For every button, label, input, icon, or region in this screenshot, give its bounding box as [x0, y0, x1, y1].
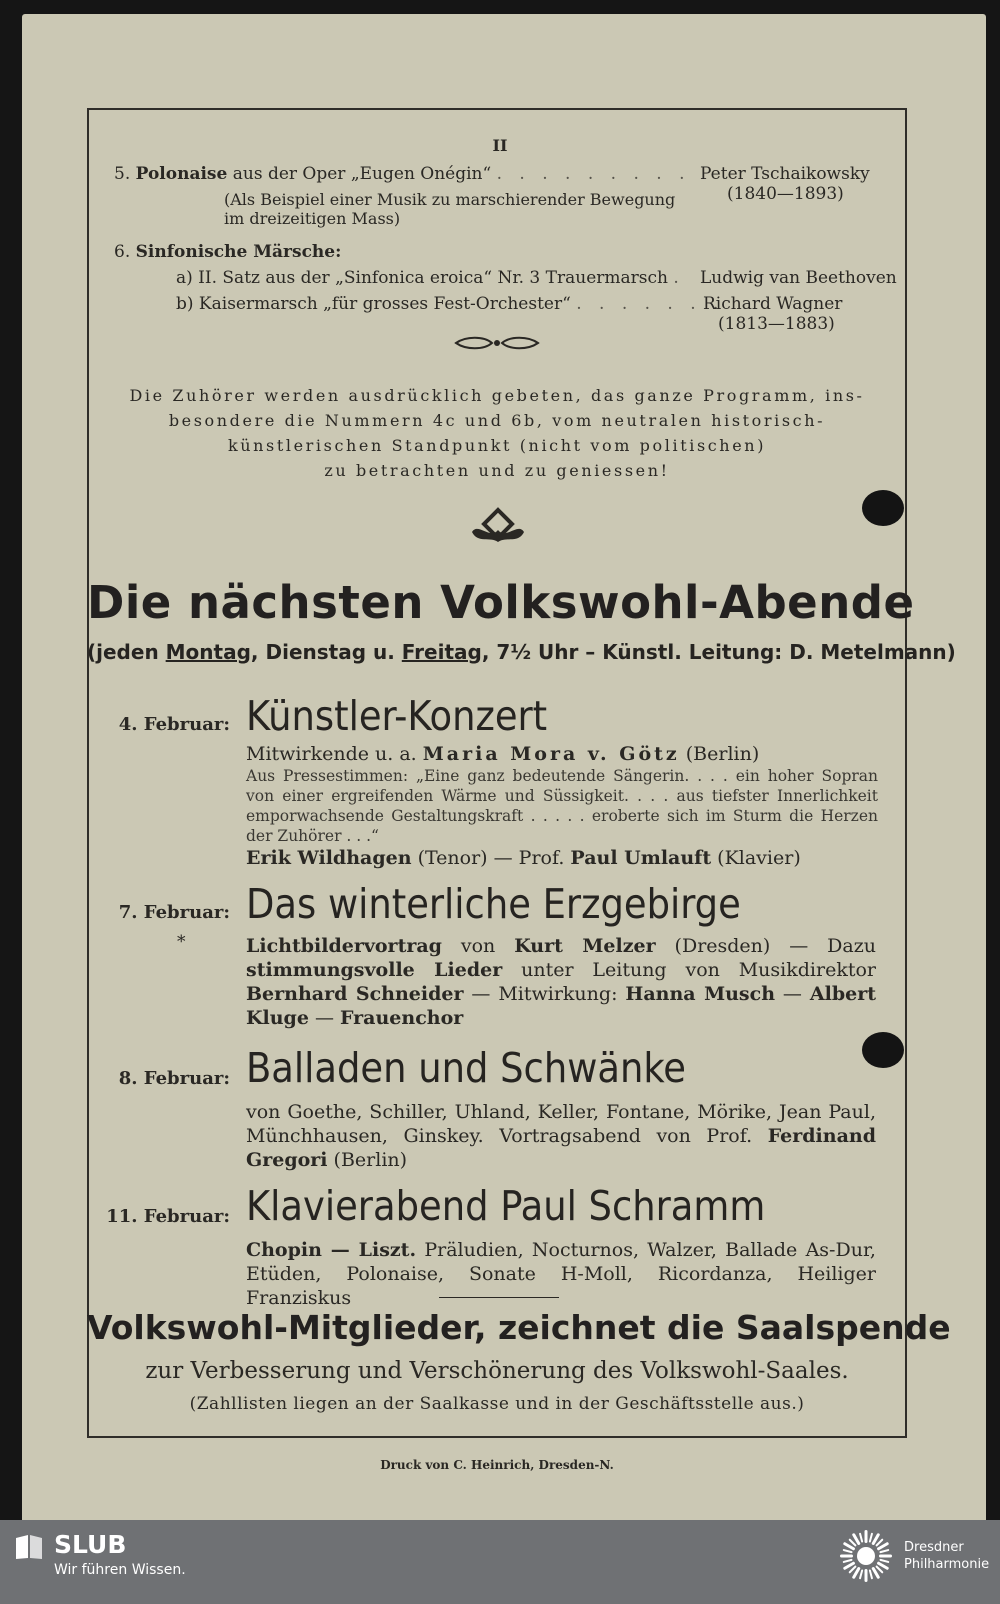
punch-hole: [862, 490, 904, 526]
item-6-title: Sinfonische Märsche:: [135, 242, 342, 262]
appeal-line-2: zur Verbesserung und Verschönerung des Volkswohl-Saales.: [145, 1358, 849, 1384]
item-6-heading: [114, 242, 341, 262]
event-description: [246, 934, 876, 1030]
philharmonie-logo-icon: [838, 1528, 894, 1584]
notice-line-4: zu betrachten und zu geniessen!: [324, 461, 670, 480]
desc-part: Frauenchor: [340, 1007, 464, 1029]
desc-part: Bernhard Schneider: [246, 983, 464, 1005]
desc-part: —: [775, 983, 810, 1005]
event-performers: [246, 742, 876, 766]
item-6b-line: [176, 294, 724, 314]
philharmonie-name-line-2: Philharmonie: [904, 1557, 990, 1572]
performer-city: (Berlin): [679, 743, 760, 765]
event-title: Balladen und Schwänke: [246, 1044, 686, 1092]
leader-dots: .: [673, 268, 685, 288]
event-title: Künstler-Konzert: [246, 692, 548, 740]
item-5-years: (1840—1893): [727, 184, 844, 204]
event-performers-2: [246, 846, 876, 870]
slub-tagline: Wir führen Wissen.: [54, 1562, 186, 1578]
leader-dots: . . . . . . .: [576, 294, 725, 314]
subtitle-freitag: Freitag: [401, 640, 482, 664]
announcement-subtitle: [87, 640, 956, 664]
divider-line: [439, 1297, 559, 1298]
desc-part: unter Leitung von Musikdirektor: [502, 959, 876, 981]
notice-line-1: Die Zuhörer werden ausdrücklich gebeten, das ganze Programm, ins-: [129, 386, 865, 405]
notice-line-2: besondere die Nummern 4c und 6b, vom neutralen historisch-: [168, 411, 826, 430]
desc-part: —: [308, 1007, 341, 1029]
subtitle-post: , 7½ Uhr – Künstl. Leitung: D. Metelmann): [481, 640, 956, 664]
printer-credit: Druck von C. Heinrich, Dresden-N.: [380, 1458, 614, 1472]
desc-part: Kurt Melzer: [514, 935, 656, 957]
item-5-composer: Peter Tschaikowsky: [700, 164, 870, 184]
desc-part: — Mitwirkung:: [463, 983, 626, 1005]
item-6-number: 6.: [114, 242, 131, 262]
desc-part: Präludien, Nocturnos, Walzer, Ballade As-Dur, Etüden, Polonaise, Sonate H-Moll, Ricordanza, Heiliger Franziskus: [246, 1239, 876, 1309]
item-5-number: 5.: [114, 164, 131, 184]
appeal-line-3: (Zahllisten liegen an der Saalkasse und in der Geschäftsstelle aus.): [189, 1394, 805, 1414]
item-5-title: Polonaise: [135, 164, 228, 184]
subtitle-u: u.: [366, 640, 402, 664]
page-number: II: [492, 136, 508, 155]
ornament-flourish: [468, 506, 528, 548]
event-description: [246, 1238, 876, 1310]
subtitle-montag: Montag: [165, 640, 251, 664]
leader-dots: . . . . . . . . .: [496, 164, 691, 184]
announcement-title: Die nächsten Volkswohl-Abende: [87, 576, 915, 629]
item-5-note-line-1: (Als Beispiel einer Musik zu marschierender Bewegung: [224, 190, 676, 209]
item-6a-line: [176, 268, 685, 288]
event-description: [246, 1100, 876, 1172]
desc-part: (Dresden) — Dazu: [655, 935, 876, 957]
performer-name: Paul Umlauft: [570, 847, 712, 869]
footer-bar: [0, 1520, 1000, 1604]
item-6b-years: (1813—1883): [718, 314, 835, 334]
desc-part: Albert Kluge: [246, 983, 876, 1029]
item-6b-text: b) Kaisermarsch „für grosses Fest-Orchester“: [176, 294, 571, 314]
performer-role: (Tenor) — Prof.: [411, 847, 571, 869]
desc-part: Ferdinand Gregori: [246, 1125, 876, 1171]
event-date: 7. Februar:: [118, 902, 230, 923]
item-6a-composer: Ludwig van Beethoven: [700, 268, 897, 288]
event-date: 8. Februar:: [118, 1068, 230, 1089]
subtitle-sep: ,: [250, 640, 266, 664]
slub-name: SLUB: [54, 1530, 127, 1559]
item-5-line: [114, 164, 690, 184]
desc-part: stimmungsvolle Lieder: [246, 959, 503, 981]
performer-role: (Klavier): [711, 847, 801, 869]
event-date: 4. Februar:: [118, 714, 230, 735]
book-icon: [14, 1534, 44, 1560]
desc-part: von Goethe, Schiller, Uhland, Keller, Fontane, Mörike, Jean Paul, Münchhausen, Ginskey. Vortragsabend von Prof.: [246, 1101, 876, 1147]
subtitle-pre: (jeden: [87, 640, 166, 664]
performers-label: Mitwirkende u. a.: [246, 743, 423, 765]
notice-line-3: künstlerischen Standpunkt (nicht vom politischen): [227, 436, 767, 455]
item-5-rest: aus der Oper „Eugen Onégin“: [232, 164, 492, 184]
event-date: 11. Februar:: [106, 1206, 230, 1227]
desc-part: Lichtbildervortrag: [246, 935, 442, 957]
appeal-title: Volkswohl-Mitglieder, zeichnet die Saalspende: [87, 1308, 951, 1347]
item-6b-composer: Richard Wagner: [703, 294, 843, 314]
item-6a-text: a) II. Satz aus der „Sinfonica eroica“ Nr. 3 Trauermarsch: [176, 268, 668, 288]
event-title: Das winterliche Erzgebirge: [246, 880, 741, 928]
desc-part: (Berlin): [327, 1149, 408, 1171]
press-quote: Aus Pressestimmen: „Eine ganz bedeutende Sängerin. . . . ein hoher Sopran von einer ergreifenden Wärme und Süssigkeit. . . . aus tiefster Innerlichkeit emporwachsende Gestaltungskraft . . . . . eroberte sich im Sturm die Herzen der Zuhörer . . .“: [246, 767, 878, 845]
desc-part: Chopin — Liszt.: [246, 1239, 417, 1261]
item-5-note-line-2: im dreizeitigen Mass): [224, 209, 401, 228]
event-title: Klavierabend Paul Schramm: [246, 1182, 766, 1230]
desc-part: von: [441, 935, 515, 957]
desc-part: Hanna Musch: [625, 983, 776, 1005]
event-mark: *: [177, 932, 186, 952]
subtitle-dienstag: Dienstag: [265, 640, 367, 664]
performer-name: Erik Wildhagen: [246, 847, 412, 869]
performer-name: Maria Mora v. Götz: [422, 743, 680, 765]
philharmonie-name-line-1: Dresdner: [904, 1540, 964, 1555]
ornament-divider: [454, 336, 540, 350]
punch-hole: [862, 1032, 904, 1068]
